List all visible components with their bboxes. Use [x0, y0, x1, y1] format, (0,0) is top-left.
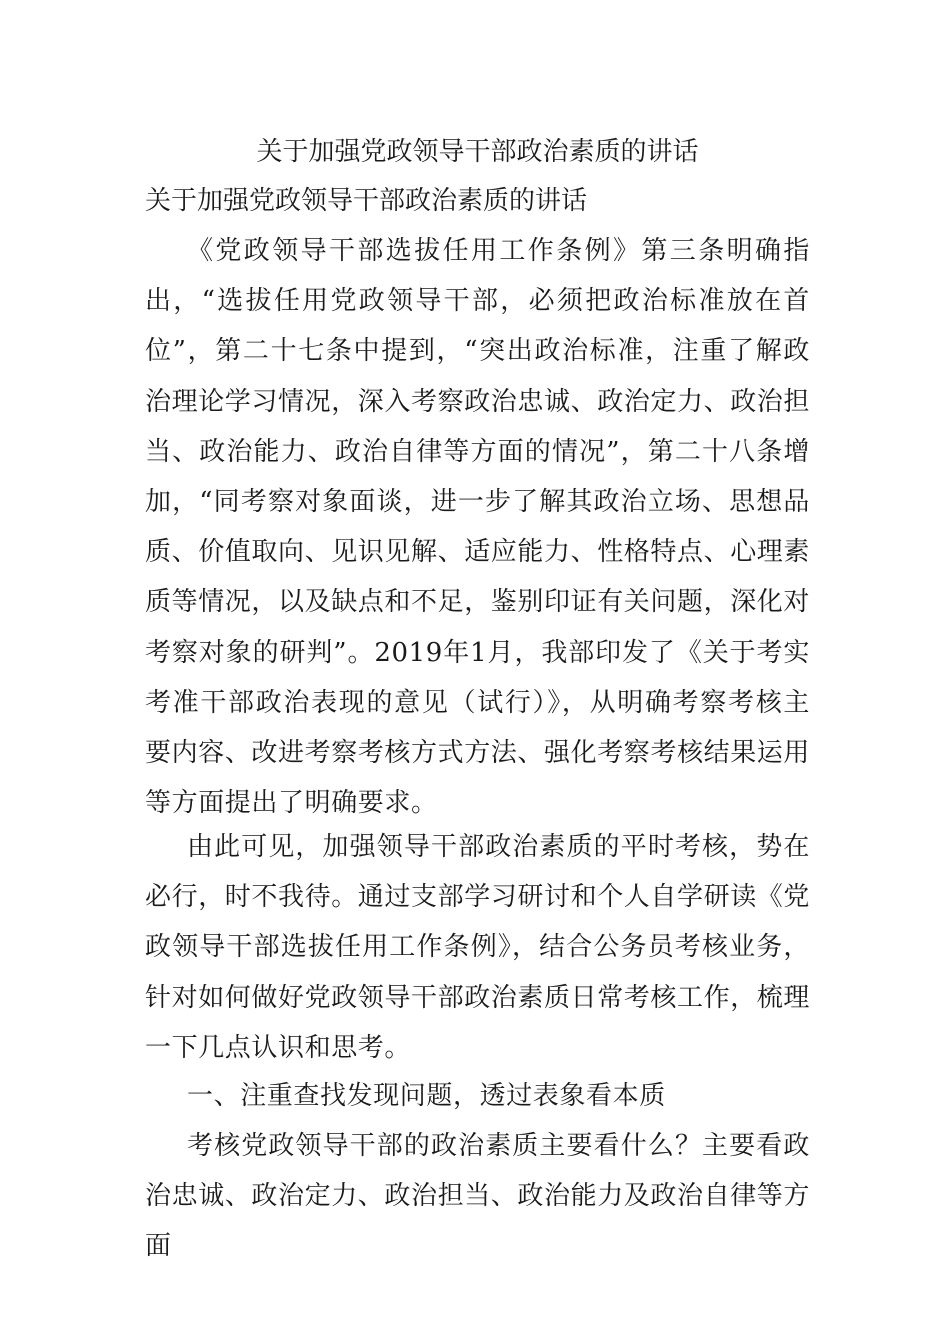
- paragraph-regulation-quote: 《党政领导干部选拔任用工作条例》第三条明确指出，“选拔任用党政领导干部，必须把政治标准放在首位”，第二十七条中提到，“突出政治标准，注重了解政治理论学习情况，深入考察政治忠诚、政治定力、政治担当、政治能力、政治自律等方面的情况”，第二十八条增加，“同考察对象面谈，进一步了解其政治立场、思想品质、价值取向、见识见解、适应能力、性格特点、心理素质等情况，以及缺点和不足，鉴别印证有关问题，深化对考察对象的研判”。2019年1月，我部印发了《关于考实考准干部政治表现的意见（试行）》，从明确考察考核主要内容、改进考察考核方式方法、强化考察考核结果运用等方面提出了明确要求。: [145, 236, 811, 819]
- paragraph-necessity: 由此可见，加强领导干部政治素质的平时考核，势在必行，时不我待。通过支部学习研讨和个人自学研读《党政领导干部选拔任用工作条例》，结合公务员考核业务，针对如何做好党政领导干部政治素质日常考核工作，梳理一下几点认识和思考。: [145, 832, 811, 1063]
- paragraph-assessment-focus: 考核党政领导干部的政治素质主要看什么？主要看政治忠诚、政治定力、政治担当、政治能力及政治自律等方面: [145, 1131, 811, 1262]
- document-title: 关于加强党政领导干部政治素质的讲话: [256, 137, 699, 167]
- document-subtitle: 关于加强党政领导干部政治素质的讲话: [145, 186, 588, 216]
- section-heading-one: 一、注重查找发现问题，透过表象看本质: [187, 1081, 666, 1111]
